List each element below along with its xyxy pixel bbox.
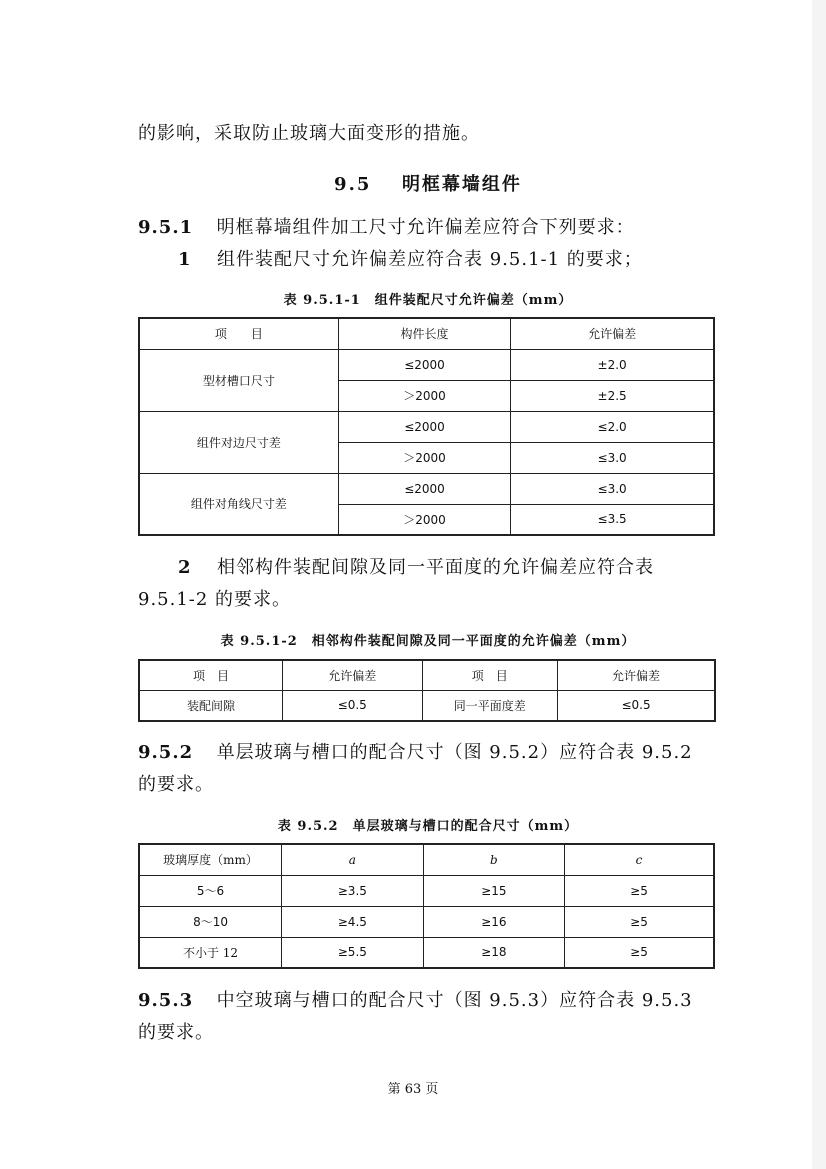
length-cell: ≤2000 [338, 473, 510, 504]
b-cell: ≥15 [423, 875, 564, 906]
header-cell: 项 目 [139, 660, 282, 690]
intro-text: 的影响，采取防止玻璃大面变形的措施。 [138, 123, 480, 144]
b-cell: ≥16 [423, 906, 564, 937]
header-cell: c [565, 844, 714, 875]
c-cell: ≥5 [565, 875, 714, 906]
table-1-caption: 表 9.5.1-1 组件装配尺寸允许偏差（mm） [283, 293, 573, 308]
tolerance-cell: ≤0.5 [282, 690, 422, 721]
table-1 [138, 317, 715, 536]
header-cell: 构件长度 [338, 318, 510, 349]
table-header-row [139, 660, 715, 690]
header-cell: 允许偏差 [511, 318, 714, 349]
item-number: 1 [178, 249, 192, 270]
clause-text: 单层玻璃与槽口的配合尺寸（图 9.5.2）应符合表 9.5.2 的要求。 [138, 742, 693, 795]
table-row [139, 349, 714, 380]
header-cell: 玻璃厚度（mm） [139, 844, 282, 875]
clause-text: 明框幕墙组件加工尺寸允许偏差应符合下列要求： [216, 217, 635, 238]
item-cell: 组件对角线尺寸差 [139, 473, 338, 535]
length-cell: ＞2000 [338, 504, 510, 535]
item-cell: 装配间隙 [139, 690, 282, 721]
item-number: 2 [178, 557, 192, 578]
tolerance-cell: ≤3.5 [511, 504, 714, 535]
item-cell: 型材槽口尺寸 [139, 349, 338, 411]
table-row [139, 937, 714, 968]
intro-paragraph [138, 118, 718, 150]
header-cell: a [282, 844, 424, 875]
length-cell: ≤2000 [338, 411, 510, 442]
section-title [138, 170, 718, 196]
header-cell: 允许偏差 [558, 660, 715, 690]
tolerance-cell: ≤0.5 [558, 690, 715, 721]
thickness-cell: 不小于 12 [139, 937, 282, 968]
section-number: 9.5 [334, 174, 372, 195]
clause-9-5-3 [138, 985, 718, 1049]
header-cell: 项 目 [422, 660, 558, 690]
table-3-caption: 表 9.5.2 单层玻璃与槽口的配合尺寸（mm） [277, 819, 579, 834]
clause-number: 9.5.2 [138, 742, 194, 763]
item-2-paragraph [138, 552, 718, 616]
length-cell: ≤2000 [338, 349, 510, 380]
table-2 [138, 659, 716, 722]
c-cell: ≥5 [565, 937, 714, 968]
header-cell: b [423, 844, 564, 875]
a-cell: ≥5.5 [282, 937, 424, 968]
thickness-cell: 5～6 [139, 875, 282, 906]
tolerance-cell: ±2.0 [511, 349, 714, 380]
c-cell: ≥5 [565, 906, 714, 937]
header-cell: 项 目 [139, 318, 338, 349]
table-header-row [139, 844, 714, 875]
a-cell: ≥4.5 [282, 906, 424, 937]
tolerance-cell: ≤3.0 [511, 473, 714, 504]
table-row [139, 411, 714, 442]
thickness-cell: 8～10 [139, 906, 282, 937]
tolerance-cell: ≤2.0 [511, 411, 714, 442]
tolerance-cell: ±2.5 [511, 380, 714, 411]
clause-9-5-2 [138, 737, 718, 801]
length-cell: ＞2000 [338, 380, 510, 411]
clause-text: 中空玻璃与槽口的配合尺寸（图 9.5.3）应符合表 9.5.3 的要求。 [138, 990, 693, 1043]
page-edge [812, 0, 826, 1169]
clause-number: 9.5.1 [138, 217, 194, 238]
clause-number: 9.5.3 [138, 990, 194, 1011]
table-2-caption: 表 9.5.1-2 相邻构件装配间隙及同一平面度的允许偏差（mm） [220, 634, 636, 649]
table-row [139, 875, 714, 906]
header-cell: 允许偏差 [282, 660, 422, 690]
table-3 [138, 843, 715, 969]
tolerance-cell: ≤3.0 [511, 442, 714, 473]
item-text: 组件装配尺寸允许偏差应符合表 9.5.1-1 的要求； [217, 249, 643, 270]
item-cell: 组件对边尺寸差 [139, 411, 338, 473]
table-row [139, 906, 714, 937]
table-row [139, 473, 714, 504]
item-text: 相邻构件装配间隙及同一平面度的允许偏差应符合表 9.5.1-2 的要求。 [138, 557, 654, 610]
a-cell: ≥3.5 [282, 875, 424, 906]
item-cell: 同一平面度差 [422, 690, 558, 721]
table-header-row [139, 318, 714, 349]
table-row [139, 690, 715, 721]
page-number: 第 63 页 [387, 1082, 439, 1097]
b-cell: ≥18 [423, 937, 564, 968]
length-cell: ＞2000 [338, 442, 510, 473]
section-title-text: 明框幕墙组件 [401, 174, 522, 195]
clause-9-5-1 [138, 212, 718, 276]
